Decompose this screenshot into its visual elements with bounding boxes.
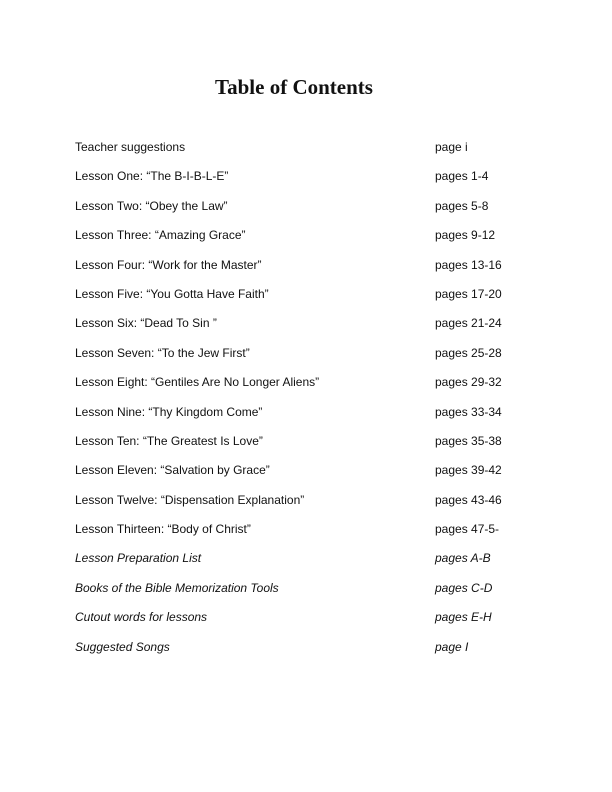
table-of-contents (75, 139, 535, 668)
toc-entry-label: Lesson Two: “Obey the Law” (75, 198, 228, 213)
toc-entry-label: Lesson Six: “Dead To Sin ” (75, 316, 217, 331)
toc-entry (75, 639, 535, 668)
toc-entry (75, 492, 535, 521)
toc-entry-pages: pages 1-4 (435, 169, 489, 184)
toc-entry (75, 580, 535, 609)
toc-entry (75, 521, 535, 550)
toc-entry (75, 345, 535, 374)
toc-entry-label: Lesson Nine: “Thy Kingdom Come” (75, 404, 263, 419)
toc-entry (75, 462, 535, 491)
toc-entry-label: Lesson Ten: “The Greatest Is Love” (75, 433, 263, 448)
toc-entry-label: Books of the Bible Memorization Tools (75, 580, 279, 595)
toc-entry-label: Teacher suggestions (75, 140, 186, 154)
toc-entry-pages: pages 13-16 (435, 257, 502, 272)
toc-entry-pages: page i (435, 140, 468, 154)
toc-entry-pages: pages 25-28 (435, 345, 502, 360)
toc-entry-label: Lesson Three: “Amazing Grace” (75, 228, 246, 243)
page-title: Table of Contents (215, 75, 373, 99)
toc-entry-label: Lesson Eight: “Gentiles Are No Longer Aliens” (75, 375, 320, 390)
toc-entry-pages: pages 29-32 (435, 375, 502, 390)
toc-entry-label: Lesson Five: “You Gotta Have Faith” (75, 286, 269, 301)
toc-entry (75, 198, 535, 227)
toc-entry-label: Lesson Thirteen: “Body of Christ” (75, 522, 251, 537)
toc-entry-pages: pages 33-34 (435, 404, 502, 419)
toc-entry (75, 257, 535, 286)
toc-entry-pages: pages E-H (435, 610, 492, 625)
toc-entry (75, 168, 535, 197)
toc-entry-label: Lesson Twelve: “Dispensation Explanation” (75, 492, 305, 507)
toc-entry-label: Lesson Preparation List (75, 551, 202, 566)
toc-entry (75, 227, 535, 256)
toc-entry (75, 433, 535, 462)
toc-entry (75, 404, 535, 433)
toc-entry-pages: pages 5-8 (435, 198, 489, 213)
toc-entry-label: Lesson Seven: “To the Jew First” (75, 345, 250, 360)
toc-entry-pages: page I (435, 639, 469, 654)
toc-entry-label: Lesson One: “The B-I-B-L-E” (75, 169, 229, 184)
toc-entry-pages: pages 9-12 (435, 228, 496, 243)
toc-entry (75, 550, 535, 579)
toc-entry-pages: pages 21-24 (435, 316, 502, 331)
toc-entry (75, 139, 535, 168)
toc-entry (75, 374, 535, 403)
toc-entry-label: Suggested Songs (75, 639, 170, 654)
toc-entry-pages: pages 35-38 (435, 433, 502, 448)
toc-entry-label: Lesson Four: “Work for the Master” (75, 257, 262, 272)
toc-entry-pages: pages 47-5- (435, 522, 500, 537)
toc-entry-pages: pages 17-20 (435, 286, 502, 301)
toc-entry-pages: pages A-B (435, 551, 491, 566)
toc-entry-label: Lesson Eleven: “Salvation by Grace” (75, 463, 270, 478)
toc-entry-pages: pages C-D (435, 580, 493, 595)
toc-entry (75, 315, 535, 344)
toc-entry-label: Cutout words for lessons (75, 610, 208, 625)
toc-entry-pages: pages 39-42 (435, 463, 502, 478)
toc-entry (75, 286, 535, 315)
toc-entry (75, 609, 535, 638)
toc-entry-pages: pages 43-46 (435, 492, 502, 507)
